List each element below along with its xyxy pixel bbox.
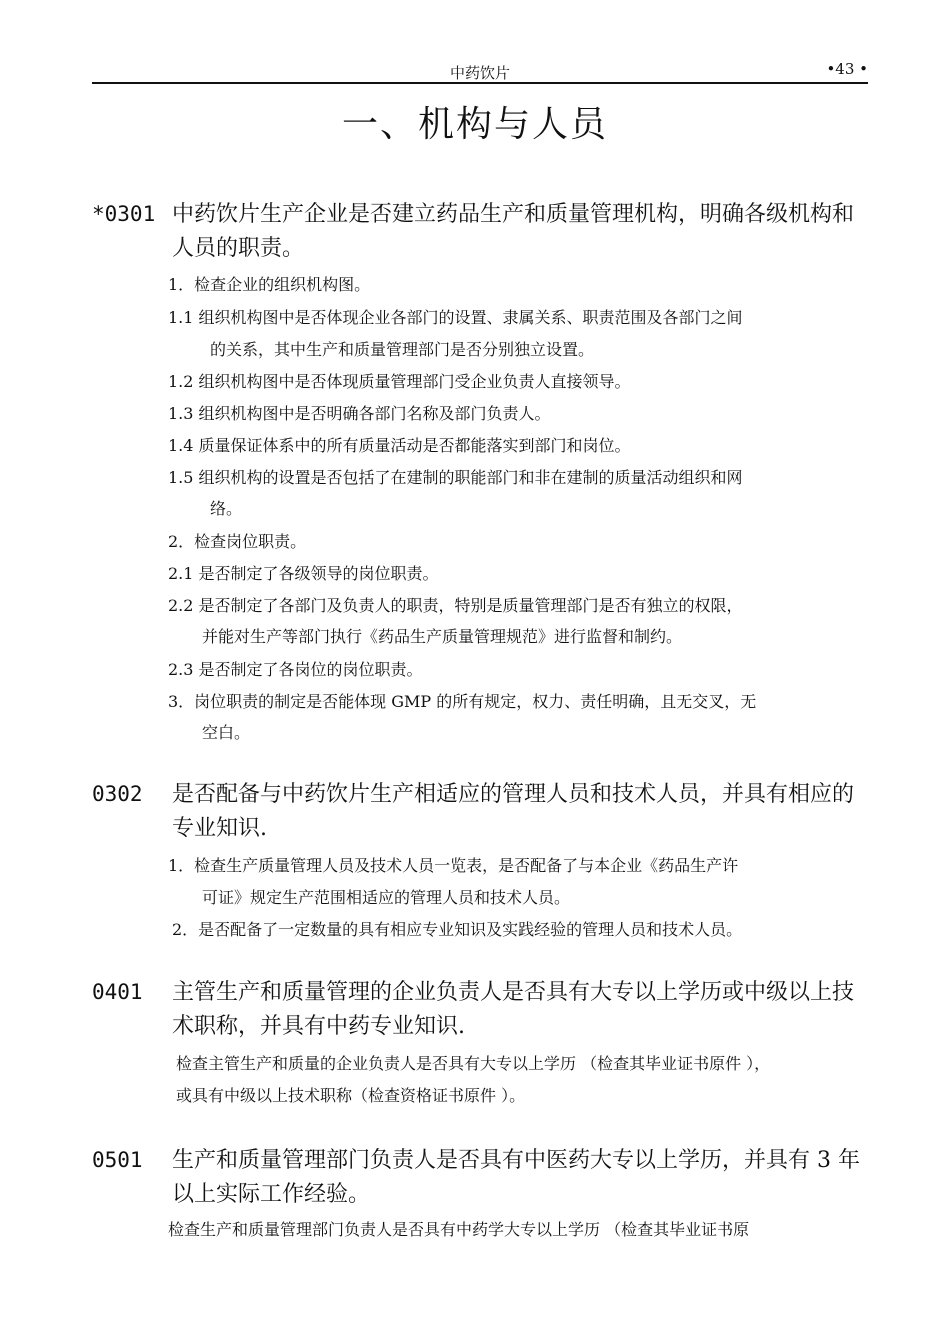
criterion-line: 2.1 是否制定了各级领导的岗位职责。 bbox=[168, 564, 439, 583]
criterion-line: 或具有中级以上技术职称（检查资格证书原件 ）。 bbox=[176, 1086, 526, 1105]
criterion-line: 2.3 是否制定了各岗位的岗位职责。 bbox=[168, 660, 423, 679]
item-code: 0302 bbox=[92, 782, 143, 806]
item-code: 0501 bbox=[92, 1148, 143, 1172]
item-question: 主管生产和质量管理的企业负责人是否具有大专以上学历或中级以上技术职称，并具有中药专业知识. bbox=[172, 980, 855, 1039]
section-title: 一、机构与人员 bbox=[341, 104, 608, 145]
item-code: 0401 bbox=[92, 980, 143, 1004]
criterion-line: 空白。 bbox=[202, 723, 251, 742]
criterion-line: 1．检查生产质量管理人员及技术人员一览表，是否配备了与本企业《药品生产许 bbox=[168, 856, 739, 875]
criterion-line: 检查主管生产和质量的企业负责人是否具有大专以上学历 （检查其毕业证书原件 ）， bbox=[176, 1054, 771, 1073]
criterion-line: 可证》规定生产范围相适应的管理人员和技术人员。 bbox=[202, 888, 571, 907]
criterion-line: 络。 bbox=[210, 499, 243, 518]
criterion-line: 2．检查岗位职责。 bbox=[168, 532, 307, 551]
item-question: 是否配备与中药饮片生产相适应的管理人员和技术人员，并具有相应的专业知识. bbox=[172, 782, 855, 841]
item-question: 中药饮片生产企业是否建立药品生产和质量管理机构，明确各级机构和人员的职责。 bbox=[172, 202, 855, 261]
criterion-line: 1．检查企业的组织机构图。 bbox=[168, 275, 371, 294]
criterion-line: 2.2 是否制定了各部门及负责人的职责，特别是质量管理部门是否有独立的权限， bbox=[168, 596, 743, 615]
criterion-line: 1.1 组织机构图中是否体现企业各部门的设置、隶属关系、职责范围及各部门之间 bbox=[168, 308, 743, 327]
criterion-line: 检查生产和质量管理部门负责人是否具有中药学大专以上学历 （检查其毕业证书原 bbox=[168, 1220, 750, 1239]
item-question: 生产和质量管理部门负责人是否具有中医药大专以上学历，并具有 3 年以上实际工作经验。 bbox=[172, 1148, 860, 1207]
item-code: *0301 bbox=[92, 202, 156, 226]
criterion-line: 1.2 组织机构图中是否体现质量管理部门受企业负责人直接领导。 bbox=[168, 372, 631, 391]
page-number: •43 • bbox=[826, 60, 868, 78]
header-rule bbox=[92, 82, 868, 84]
running-header-title: 中药饮片 bbox=[449, 64, 510, 82]
criterion-line: 1.4 质量保证体系中的所有质量活动是否都能落实到部门和岗位。 bbox=[168, 436, 631, 455]
criterion-line: 并能对生产等部门执行《药品生产质量管理规范》进行监督和制约。 bbox=[202, 627, 683, 646]
criterion-line: 的关系，其中生产和质量管理部门是否分别独立设置。 bbox=[210, 340, 595, 359]
criterion-line: 1.3 组织机构图中是否明确各部门名称及部门负责人。 bbox=[168, 404, 551, 423]
criterion-line: 1.5 组织机构的设置是否包括了在建制的职能部门和非在建制的质量活动组织和网 bbox=[168, 468, 743, 487]
criterion-line: 2．是否配备了一定数量的具有相应专业知识及实践经验的管理人员和技术人员。 bbox=[172, 920, 743, 939]
criterion-line: 3．岗位职责的制定是否能体现 GMP 的所有规定，权力、责任明确，且无交叉，无 bbox=[168, 692, 757, 711]
